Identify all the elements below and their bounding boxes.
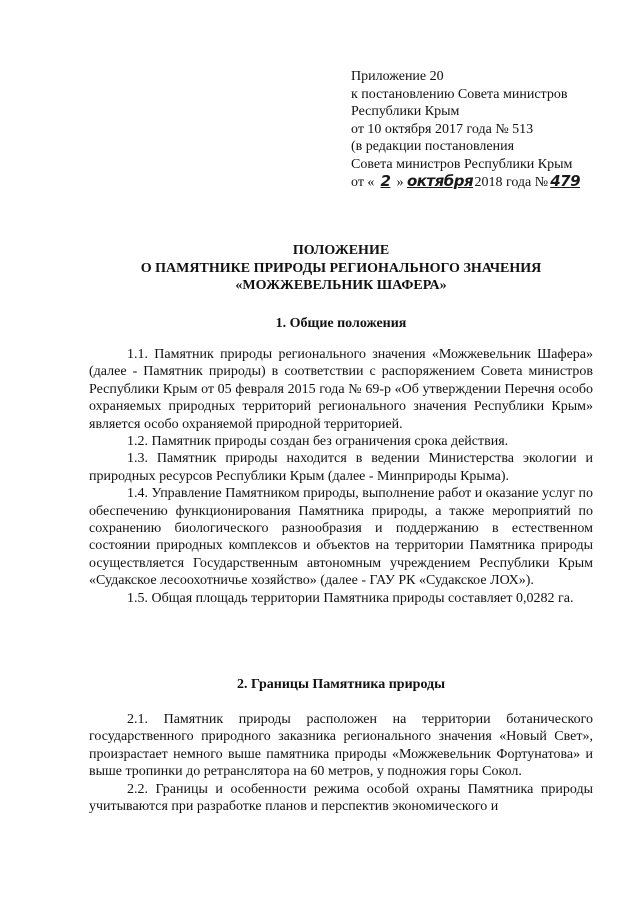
handwritten-day: 2 [380, 172, 391, 190]
date-mid: » [396, 175, 404, 190]
paragraph: 1.1. Памятник природы регионального значения «Можжевельник Шафера» (далее - Памятник природы) в соответствии с распоряжением Совета министров Республики Крым от 05 февраля 2015 года № 69-р «Об утверждении Перечня особо охраняемых природных территорий регионального значения Республики Крым» является особо охраняемой природной территорией. [89, 347, 593, 432]
handwritten-number: 479 [550, 172, 581, 190]
document-title [90, 242, 592, 295]
paragraph: 2.2. Границы и особенности режима особой охраны Памятника природы учитываются при разработке планов и перспектив экономического и [89, 781, 593, 815]
appendix-line: Республики Крым [351, 104, 460, 119]
date-year: 2018 года № [474, 175, 549, 190]
appendix-line: от 10 октября 2017 года № 513 [351, 121, 534, 137]
appendix-header [351, 68, 621, 192]
appendix-line: Совета министров Республики Крым [351, 156, 573, 172]
title-line: ПОЛОЖЕНИЕ [292, 243, 390, 258]
paragraph: 1.5. Общая площадь территории Памятника природы составляет 0,0282 га. [127, 590, 574, 606]
paragraph: 1.4. Управление Памятником природы, выполнение работ и оказание услуг по обеспечению функционирования Памятника природы, а также мероприятий по сохранению биологического разнообразия и поддержанию в естественном состоянии природных комплексов и объектов на территории Памятника природы осуществляется Государственным автономным учреждением Республики Крым «Судакское лесоохотничье хозяйство» (далее - ГАУ РК «Судакское ЛОХ»). [89, 486, 593, 589]
appendix-line: Приложение 20 [351, 69, 444, 84]
appendix-line: (в редакции постановления [351, 139, 515, 154]
paragraph: 1.2. Памятник природы создан без ограничения срока действия. [127, 434, 509, 450]
title-line: «МОЖЖЕВЕЛЬНИК ШАФЕРА» [235, 278, 447, 293]
paragraph: 2.1. Памятник природы расположен на территории ботанического государственного природного заказника регионального значения «Новый Свет», произрастает немного выше памятника природы «Можжевельник Фортунатова» и выше тропинки до ретранслятора на 60 метров, у подножия горы Сокол. [89, 712, 593, 780]
section-body [89, 711, 593, 815]
paragraph: 1.3. Памятник природы находится в ведении Министерства экологии и природных ресурсов Республики Крым (далее - Минприроды Крыма). [89, 451, 593, 484]
handwritten-month: октября [406, 172, 474, 190]
appendix-line: к постановлению Совета министров [351, 86, 568, 102]
section-heading: 1. Общие положения [275, 316, 407, 331]
date-prefix: от « [351, 175, 375, 190]
section-body [89, 346, 593, 607]
title-line: О ПАМЯТНИКЕ ПРИРОДЫ РЕГИОНАЛЬНОГО ЗНАЧЕНИЯ [140, 260, 542, 276]
section-heading: 2. Границы Памятника природы [236, 677, 446, 692]
amendment-date-line [351, 173, 621, 192]
